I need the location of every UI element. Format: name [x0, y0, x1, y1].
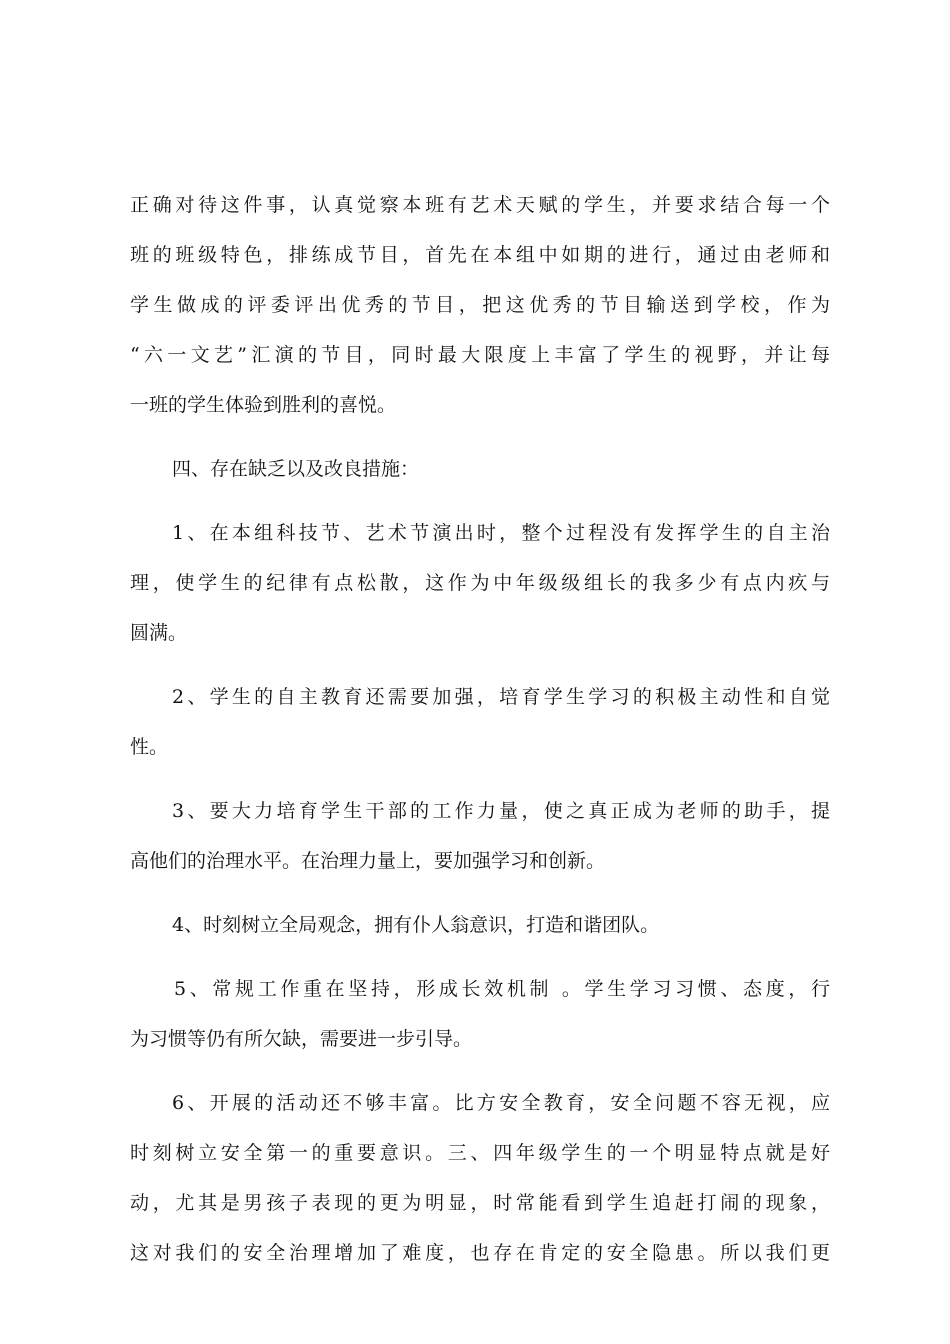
text-line: 1、在本组科技节、艺术节演出时，整个过程没有发挥学生的自主治 — [172, 522, 830, 544]
text-line: 3、要大力培育学生干部的工作力量，使之真正成为老师的助手，提 — [172, 800, 830, 822]
text-line: 一班的学生体验到胜利的喜悦。 — [130, 394, 397, 416]
text-line: 4、时刻树立全局观念，拥有仆人翁意识，打造和谐团队。 — [172, 914, 660, 936]
text-line: “六一文艺”汇演的节目，同时最大限度上丰富了学生的视野，并让每 — [130, 344, 830, 366]
text-line: 为习惯等仍有所欠缺，需要进一步引导。 — [130, 1028, 473, 1050]
text-line: 时刻树立安全第一的重要意识。三、四年级学生的一个明显特点就是好 — [130, 1142, 830, 1164]
text-line: 高他们的治理水平。在治理力量上，要加强学习和创新。 — [130, 850, 606, 872]
text-line: 2、学生的自主教育还需要加强，培育学生学习的积极主动性和自觉 — [172, 686, 830, 708]
document-body — [130, 180, 830, 1278]
text-line: 这对我们的安全治理增加了难度，也存在肯定的安全隐患。所以我们更 — [130, 1242, 830, 1264]
text-line: 班的班级特色，排练成节目，首先在本组中如期的进行，通过由老师和 — [130, 244, 830, 266]
section-heading: 四、存在缺乏以及改良措施： — [172, 458, 420, 480]
text-line: 5、常规工作重在坚持，形成长效机制 。学生学习习惯、态度，行 — [174, 978, 830, 1000]
text-line: 性。 — [130, 736, 169, 758]
text-line: 动，尤其是男孩子表现的更为明显，时常能看到学生追赶打闹的现象， — [130, 1192, 830, 1214]
text-line: 6、开展的活动还不够丰富。比方安全教育，安全问题不容无视，应 — [172, 1092, 830, 1114]
text-line: 圆满。 — [130, 622, 188, 644]
text-line: 正确对待这件事，认真觉察本班有艺术天赋的学生，并要求结合每一个 — [130, 194, 830, 216]
text-line: 理，使学生的纪律有点松散，这作为中年级级组长的我多少有点内疚与 — [130, 572, 830, 594]
text-line: 学生做成的评委评出优秀的节目，把这优秀的节目输送到学校，作为 — [130, 294, 830, 316]
